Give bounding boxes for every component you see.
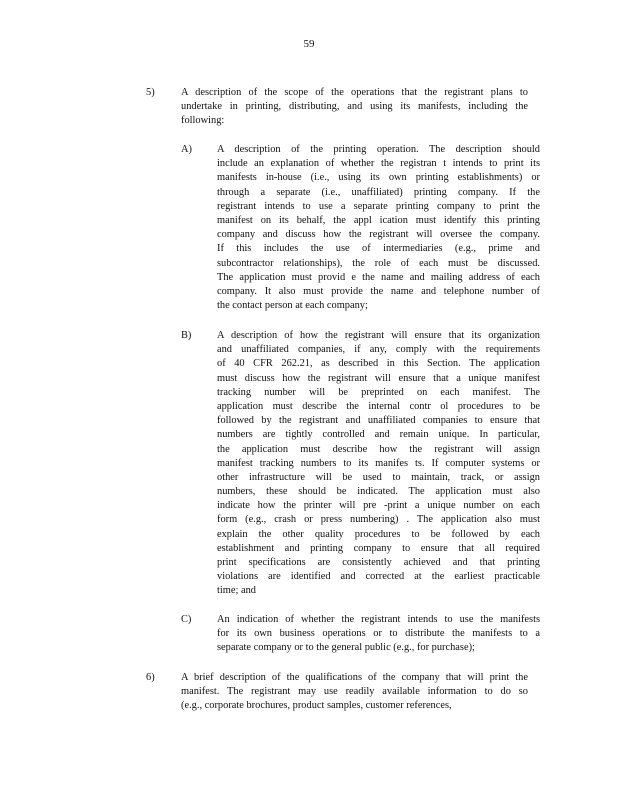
text-line: include an explanation of whether the registran t intends to print its [217,158,540,170]
item-text [217,144,540,314]
text-line: must discuss how the registrant will ensure that a unique manifest [217,372,540,384]
item-text [181,87,528,130]
text-line: A description of the scope of the operations that the registrant plans to [181,87,528,98]
text-line: company and discuss how the registrant will oversee the company. [217,229,540,241]
text-line: If this includes the use of intermediaries (e.g., prime and [217,243,540,255]
text-line: subcontractor relationships), the role of each must be discussed. [217,257,540,269]
text-line: the application must describe how the registrant will assign [217,443,540,455]
text-line: numbers are tightly controlled and remain unique. In particular, [217,429,540,441]
text-line: separate company or to the general public (e.g., for purchase); [217,642,475,654]
text-line: violations are identified and corrected at the earliest practicable [217,571,540,583]
text-line: print specifications are consistently achieved and that printing [217,557,540,568]
text-line: of 40 CFR 262.21, as described in this Section. The application [217,358,540,370]
text-line: and unaffiliated companies, if any, comply with the requirements [217,344,540,356]
text-line: A description of how the registrant will ensure that its organization [217,330,540,341]
text-line: A description of the printing operation. The description should [217,144,540,155]
text-line: manifests in-house (i.e., using its own printing establishments) or [217,172,540,184]
item-text [217,614,540,657]
text-line: (e.g., corporate brochures, product samples, customer references, [181,700,452,712]
text-line: manifest on its behalf, the appl ication must identify this printing [217,214,540,226]
text-line: the contact person at each company; [217,300,368,312]
text-line: numbers, these should be indicated. The application must also [217,486,540,498]
item-label: 6) [146,672,155,683]
item-label: C) [181,614,192,625]
text-line: application must describe the internal contr ol procedures to be [217,400,540,412]
text-line: following: [181,115,225,127]
text-line: time; and [217,585,256,597]
item-label: B) [181,330,192,341]
text-line: manifest tracking numbers to its manifes ts. If computer systems or [217,457,540,469]
item-text [181,672,528,715]
text-line: for its own business operations or to distribute the manifests to a [217,628,540,640]
text-line: undertake in printing, distributing, and using its manifests, including the [181,101,528,113]
text-line: explain the other quality procedures to be followed by each [217,528,540,540]
text-line: An indication of whether the registrant intends to use the manifests [217,614,540,625]
item-label: A) [181,144,192,155]
text-line: The application must provid e the name and mailing address of each [217,271,540,283]
text-line: A brief description of the qualifications of the company that will print the [181,672,528,683]
text-line: tracking number will be preprinted on each manifest. The [217,386,540,398]
item-text [217,330,540,600]
text-line: form (e.g., crash or press numbering) . The application also must [217,514,540,526]
text-line: through a separate (i.e., unaffiliated) printing company. If the [217,186,540,198]
item-label: 5) [146,87,155,98]
text-line: followed by the registrant and unaffiliated companies to ensure that [217,415,540,427]
text-line: establishment and printing company to ensure that all required [217,542,540,554]
text-line: indicate how the printer will pre -print a unique number on each [217,500,540,512]
text-line: manifest. The registrant may use readily available information to do so [181,686,528,698]
text-line: other infrastructure will be used to maintain, track, or assign [217,471,540,483]
page-number: 59 [303,38,315,50]
text-line: company. It also must provide the name and telephone number of [217,285,540,297]
text-line: registrant intends to use a separate printing company to print the [217,200,540,212]
